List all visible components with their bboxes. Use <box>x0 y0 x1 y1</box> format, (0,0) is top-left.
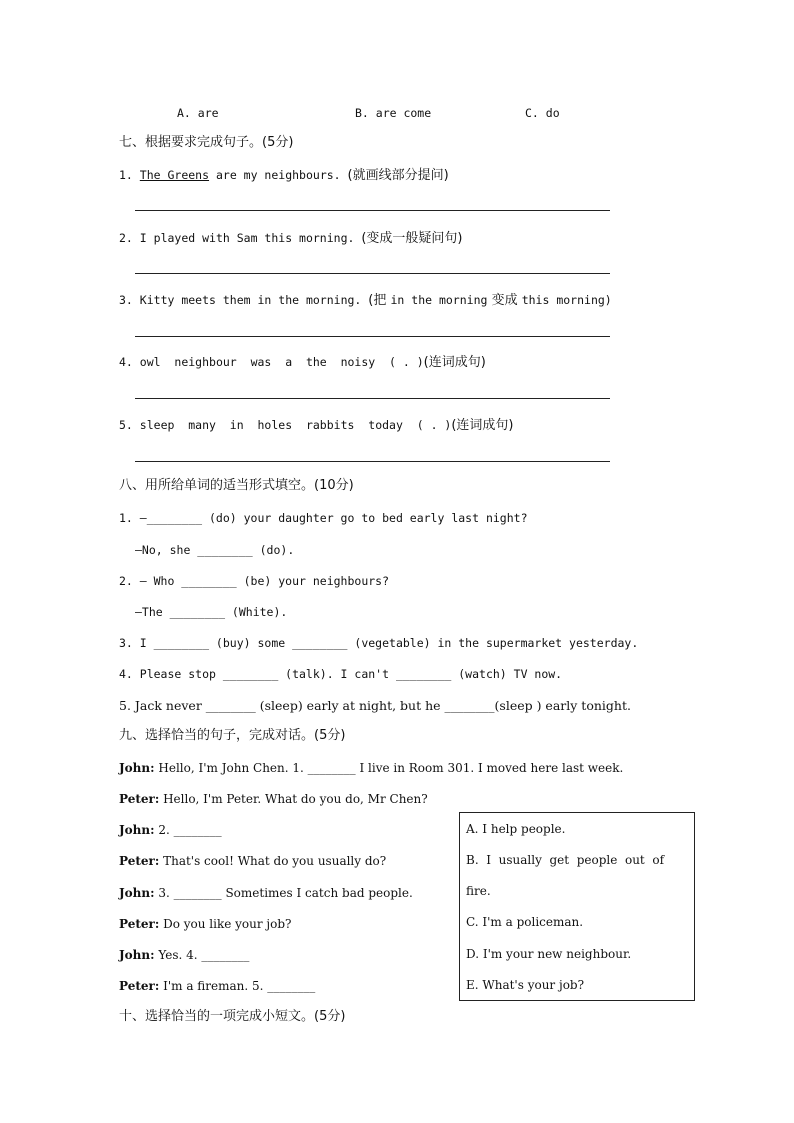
s8-q1b: —No, she ________ (do). <box>135 543 295 557</box>
s8-q3: 3. I ________ (buy) some ________ (vegetable) in the supermarket yesterday. <box>119 636 639 650</box>
s8-q5: 5. Jack never ________ (sleep) early at night, but he ________(sleep ) early tonight. <box>119 698 631 713</box>
section-8-title: 八、用所给单词的适当形式填空。(10分) <box>119 478 354 493</box>
dialog-line-2: Peter: Hello, I'm Peter. What do you do, Mr Chen? <box>119 792 428 806</box>
s8-q4: 4. Please stop ________ (talk). I can't ________ (watch) TV now. <box>119 667 563 681</box>
s7-q4: 4. owl neighbour was a the noisy ( . )(连词成句) <box>119 355 486 370</box>
choice-d: D. I'm your new neighbour. <box>466 947 632 961</box>
dialog-line-3: John: 2. ________ <box>119 823 222 837</box>
choice-c: C. I'm a policeman. <box>466 915 584 929</box>
dialog-line-7: John: Yes. 4. ________ <box>119 948 250 962</box>
s7-q1-underlined: The Greens <box>139 168 210 182</box>
choice-b: B. I usually get people out of <box>466 853 665 867</box>
choice-a: A. I help people. <box>466 822 566 836</box>
dialog-line-4: Peter: That's cool! What do you usually do? <box>119 854 387 868</box>
s8-q2a: 2. — Who ________ (be) your neighbours? <box>119 574 390 588</box>
answer-line-2[interactable] <box>135 273 610 274</box>
s7-q1: 1. The Greens are my neighbours. (就画线部分提问) <box>119 168 449 183</box>
answer-line-5[interactable] <box>135 461 610 462</box>
choice-b-cont: fire. <box>466 884 491 898</box>
choice-e: E. What's your job? <box>466 978 585 992</box>
section-7-title: 七、根据要求完成句子。(5分) <box>119 135 294 150</box>
answer-line-4[interactable] <box>135 398 610 399</box>
answer-line-3[interactable] <box>135 336 610 337</box>
s7-q2: 2. I played with Sam this morning. (变成一般疑问句) <box>119 231 463 246</box>
s8-q2b: —The ________ (White). <box>135 605 288 619</box>
s7-q3: 3. Kitty meets them in the morning. (把 in the morning 变成 this morning) <box>119 293 612 308</box>
options-box <box>459 812 695 1001</box>
dialog-line-5: John: 3. ________ Sometimes I catch bad people. <box>119 886 413 900</box>
dialog-line-8: Peter: I'm a fireman. 5. ________ <box>119 979 316 993</box>
dialog-line-6: Peter: Do you like your job? <box>119 917 292 931</box>
section-10-title: 十、选择恰当的一项完成小短文。(5分) <box>119 1009 346 1024</box>
dialog-line-1: John: Hello, I'm John Chen. 1. ________ I live in Room 301. I moved here last week. <box>119 761 624 775</box>
option-a: A. are <box>177 106 219 120</box>
section-9-title: 九、选择恰当的句子，完成对话。(5分) <box>119 728 346 743</box>
s8-q1a: 1. —________ (do) your daughter go to bed early last night? <box>119 511 528 525</box>
answer-line-1[interactable] <box>135 210 610 211</box>
s7-q5: 5. sleep many in holes rabbits today ( . )(连词成句) <box>119 418 514 433</box>
option-b: B. are come <box>355 106 432 120</box>
option-c: C. do <box>525 106 560 120</box>
